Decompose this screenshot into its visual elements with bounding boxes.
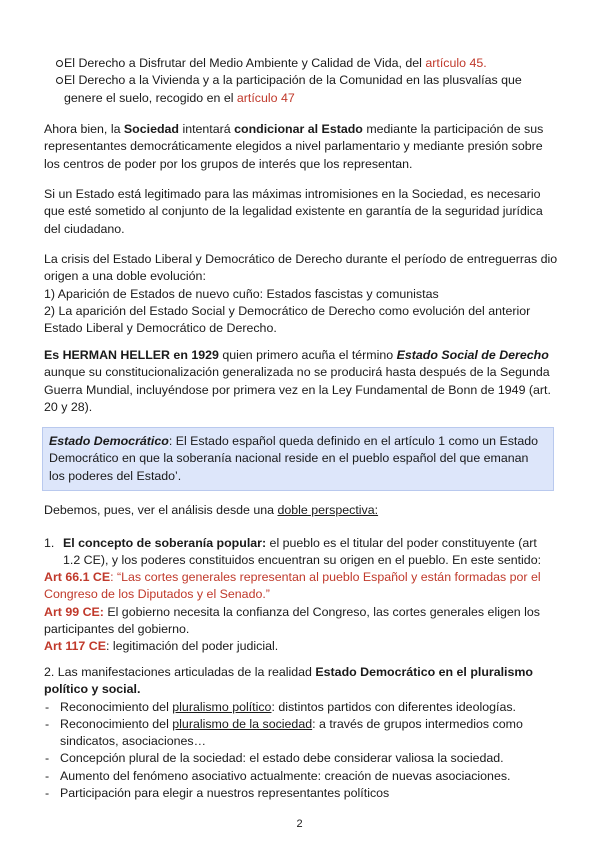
section-2-heading: 2. Las manifestaciones articuladas de la realidad Estado Democrático en el pluralismo político y social. — [44, 665, 533, 697]
paragraph-perspectiva: Debemos, pues, ver el análisis desde una doble perspectiva: — [44, 503, 379, 517]
list-item: - Participación para elegir a nuestros representantes políticos — [44, 785, 558, 802]
evolution-item: 1) Aparición de Estados de nuevo cuño: Estados fascistas y comunistas — [44, 286, 439, 301]
page-number: 2 — [296, 818, 303, 830]
paragraph-legitimacion: Si un Estado está legitimado para las máximas intromisiones en la Sociedad, es necesario que esté sometido al conjunto de la legalidad existente en garantía de la seguridad jurídica del ciudadano. — [44, 187, 543, 236]
paragraph-sociedad: Ahora bien, la Sociedad intentará condicionar al Estado mediante la participación de sus representantes democráticamente elegidos a nivel parlamentario y mediante presión sobre los centros de poder por los grupos de interés que los representan. — [44, 122, 544, 171]
list-item: - Concepción plural de la sociedad: el estado debe considerar valiosa la sociedad. — [44, 750, 558, 767]
pluralism-list — [44, 699, 558, 803]
section-1-text: El concepto de soberanía popular: el pueblo es el titular del poder constituyente (art 1.2 CE), y los poderes constituidos encuentran su origen en el pueblo. En este sentido: — [63, 536, 542, 568]
paragraph-crisis: La crisis del Estado Liberal y Democrático de Derecho durante el período de entreguerras dio origen a una doble evolución: 1) Aparición de Estados de nuevo cuño: Estados fascistas y comunistas 2) La aparición del Estado Social y Democrático de Derecho como evolución del anterior Estado Liberal y Democrático de Derecho. — [44, 251, 558, 337]
section-1-articles — [44, 569, 558, 655]
article-99-line: Art 99 CE: El gobierno necesita la confianza del Congreso, las cortes generales eligen los participantes del gobierno. — [44, 604, 540, 636]
rights-list — [44, 55, 558, 107]
evolution-item: 2) La aparición del Estado Social y Democrático de Derecho como evolución del anterior Estado Liberal y Democrático de Derecho. — [44, 303, 531, 336]
paragraph-heller: Es HERMAN HELLER en 1929 quien primero acuña el término Estado Social de Derecho aunque su constitucionalización generalizada no se producirá hasta después de la Segunda Guerra Mundial, incluyéndose por primera vez en la Ley Fundamental de Bonn de 1949 (art. 20 y 28). — [44, 348, 551, 414]
article-117-line: Art 117 CE: legitimación del poder judicial. — [44, 639, 279, 654]
rights-list-item: El Derecho a Disfrutar del Medio Ambiente y Calidad de Vida, del artículo 45. — [44, 55, 558, 72]
callout-estado-democratico: Estado Democrático: El Estado español queda definido en el artículo 1 como un Estado Democrático en que la soberanía nacional reside en el pueblo español del que emanan los poderes del Estado’. — [42, 427, 554, 491]
article-47-reference: artículo 47 — [236, 90, 295, 105]
list-item: - Reconocimiento del pluralismo de la sociedad: a través de grupos intermedios como sindicatos, asociaciones… — [44, 716, 558, 751]
article-45-reference: artículo 45. — [425, 56, 487, 70]
list-item: - Reconocimiento del pluralismo político: distintos partidos con diferentes ideologías. — [44, 699, 558, 716]
section-2 — [44, 664, 558, 802]
article-66-line: Art 66.1 CE: “Las cortes generales representan al pueblo Español y están formadas por el Congreso de los Diputados y el Senado.” — [44, 570, 541, 602]
section-1-number: 1. — [44, 536, 55, 550]
rights-list-item: El Derecho a la Vivienda y a la participación de la Comunidad en las plusvalías que genere el suelo, recogido en el artículo 47 — [44, 72, 558, 107]
list-item: - Aumento del fenómeno asociativo actualmente: creación de nuevas asociaciones. — [44, 768, 558, 785]
callout-term: Estado Democrático — [49, 434, 169, 448]
